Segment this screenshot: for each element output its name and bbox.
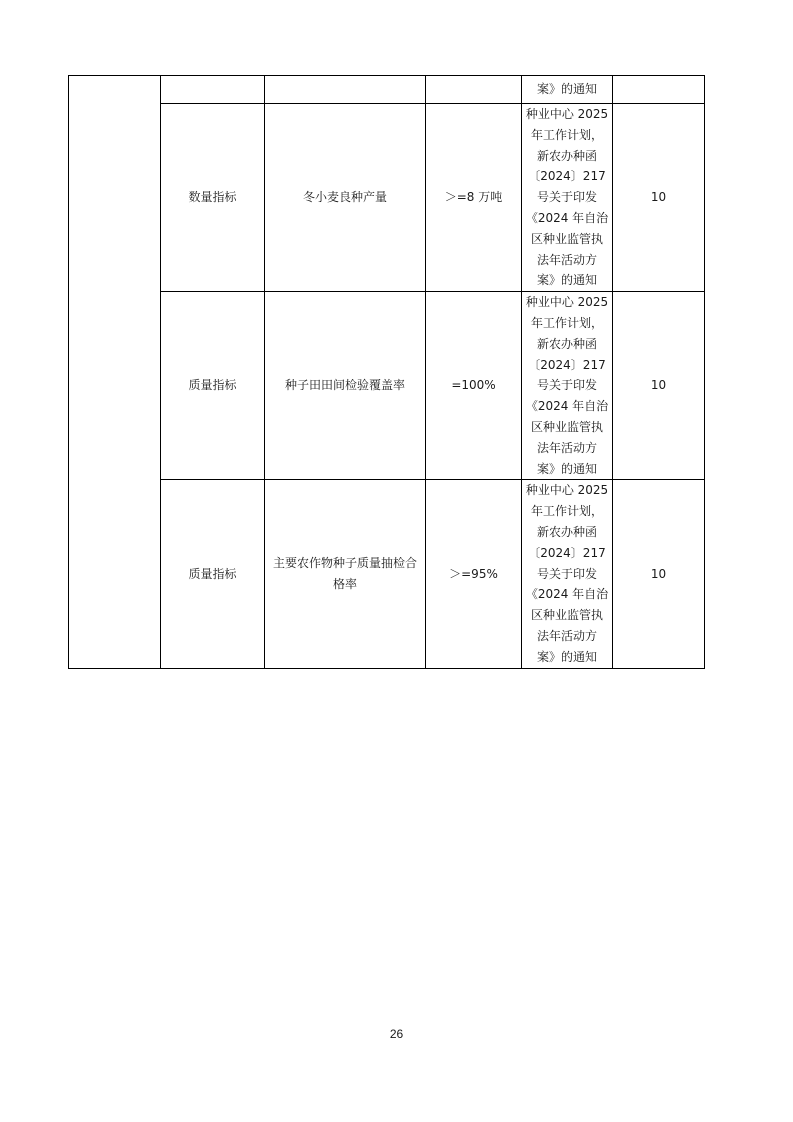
basis-line: 〔2024〕217 — [528, 169, 606, 184]
indicator-value-cell: ＞=95% — [426, 480, 522, 668]
basis-line: 案》的通知 — [536, 273, 597, 288]
level2-indicator-cell: 质量指标 — [161, 292, 265, 480]
score-cell: 10 — [613, 480, 705, 668]
table-row — [69, 292, 705, 480]
basis-cell — [522, 292, 613, 480]
basis-line: 新农办种函 — [536, 148, 597, 163]
basis-line: 区种业监管执 — [530, 419, 603, 434]
basis-line: 号关于印发 — [536, 566, 597, 581]
basis-line: 案》的通知 — [536, 461, 597, 476]
basis-line: 年工作计划， — [530, 315, 603, 330]
level2-indicator-cell — [161, 76, 265, 104]
table-body — [69, 76, 705, 669]
basis-line: 号关于印发 — [536, 190, 597, 205]
basis-line: 法年活动方 — [536, 440, 597, 455]
score-cell: 10 — [613, 104, 705, 292]
basis-line: 法年活动方 — [536, 252, 597, 267]
score-cell — [613, 76, 705, 104]
basis-cell — [522, 76, 613, 104]
table-row — [69, 104, 705, 292]
basis-cell — [522, 104, 613, 292]
basis-line: 年工作计划， — [530, 127, 603, 142]
basis-line: 《2024 年自治 — [525, 587, 609, 602]
basis-line: 号关于印发 — [536, 378, 597, 393]
indicator-value-cell: ＞=8 万吨 — [426, 104, 522, 292]
basis-cell — [522, 480, 613, 668]
performance-indicator-table — [68, 75, 705, 669]
table-row-continued — [69, 76, 705, 104]
basis-line: 案》的通知 — [536, 82, 597, 97]
basis-line: 种业中心 2025 — [525, 483, 609, 498]
table-row — [69, 480, 705, 668]
basis-line: 新农办种函 — [536, 524, 597, 539]
level1-indicator-cell — [69, 76, 161, 669]
basis-line: 《2024 年自治 — [525, 210, 609, 225]
indicator-value-cell — [426, 76, 522, 104]
basis-line: 《2024 年自治 — [525, 399, 609, 414]
level3-indicator-cell: 种子田田间检验覆盖率 — [265, 292, 426, 480]
basis-line: 新农办种函 — [536, 336, 597, 351]
page-number: 26 — [389, 1027, 404, 1041]
basis-line: 〔2024〕217 — [528, 357, 606, 372]
level3-indicator-cell: 主要农作物种子质量抽检合格率 — [265, 480, 426, 668]
basis-line: 区种业监管执 — [530, 231, 603, 246]
indicator-value-cell: =100% — [426, 292, 522, 480]
basis-line: 案》的通知 — [536, 649, 597, 664]
level3-indicator-cell — [265, 76, 426, 104]
level2-indicator-cell: 数量指标 — [161, 104, 265, 292]
level3-indicator-cell: 冬小麦良种产量 — [265, 104, 426, 292]
basis-line: 〔2024〕217 — [528, 545, 606, 560]
basis-line: 年工作计划， — [530, 504, 603, 519]
score-cell: 10 — [613, 292, 705, 480]
basis-line: 种业中心 2025 — [525, 295, 609, 310]
basis-line: 法年活动方 — [536, 628, 597, 643]
level2-indicator-cell: 质量指标 — [161, 480, 265, 668]
basis-line: 种业中心 2025 — [525, 107, 609, 121]
basis-line: 区种业监管执 — [530, 608, 603, 623]
